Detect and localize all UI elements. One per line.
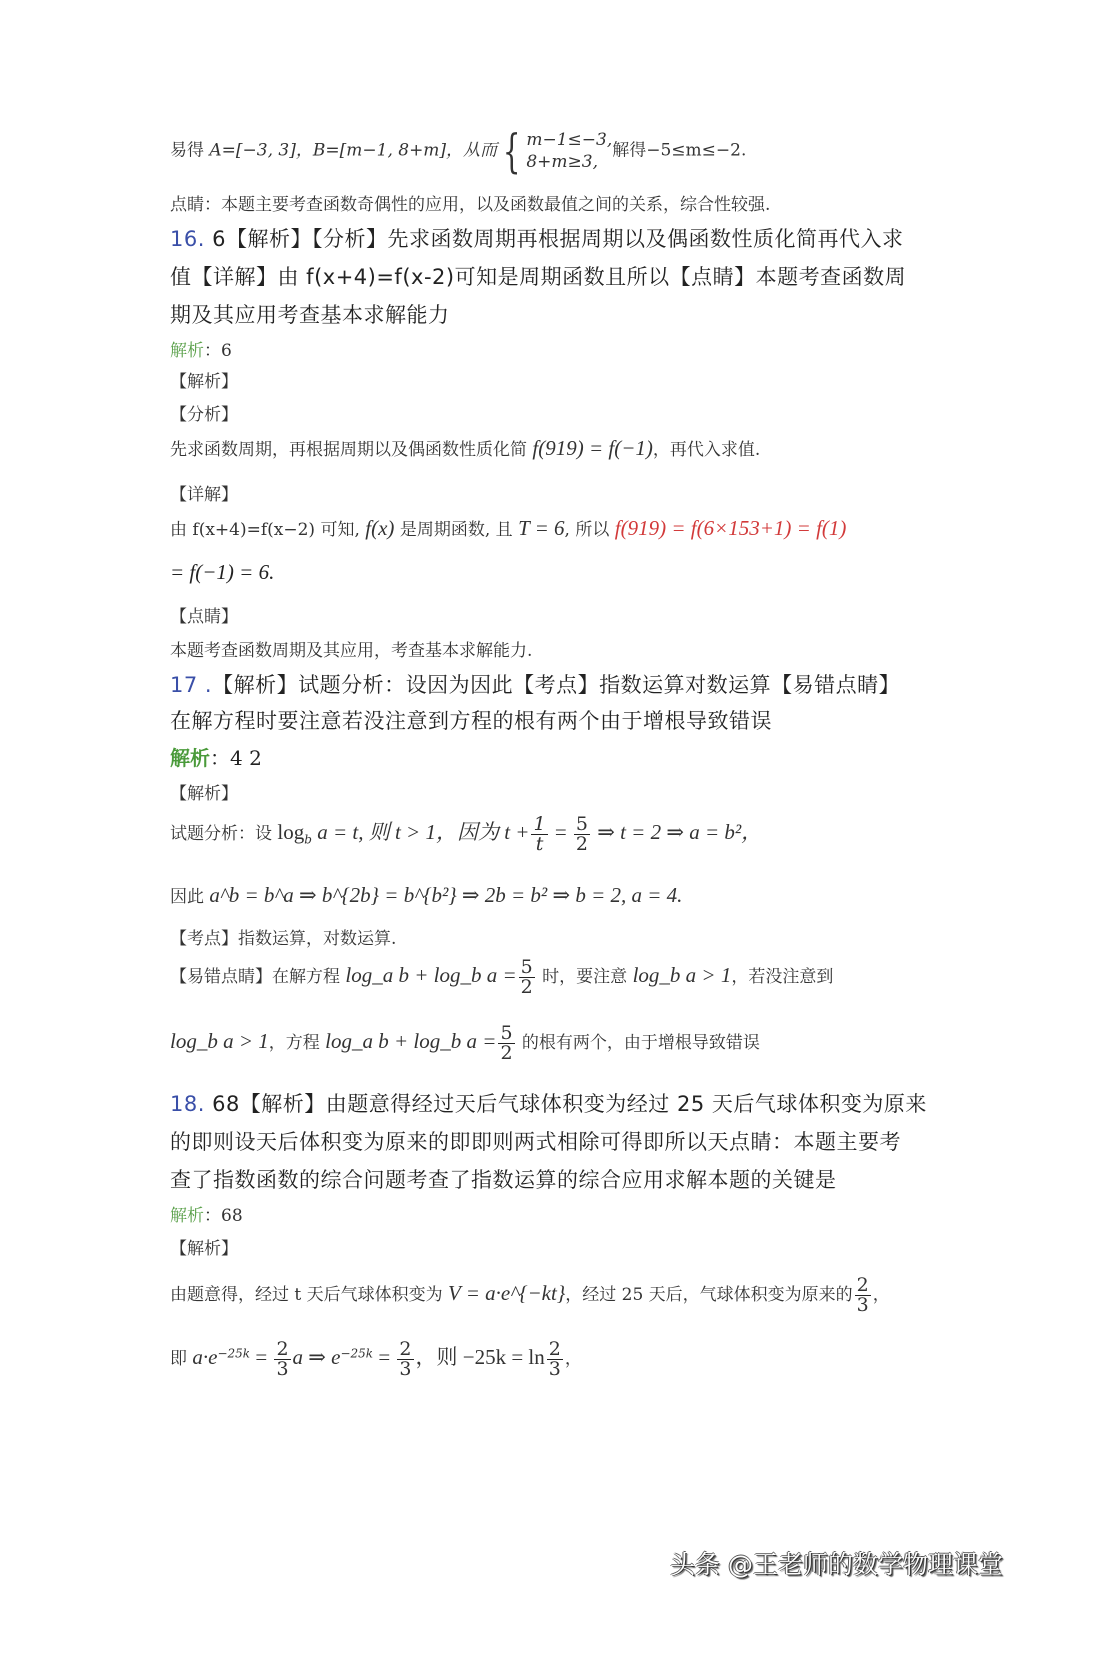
q17-line2-eq: log_a b + log_b a = bbox=[325, 1029, 497, 1053]
eq-sign: = bbox=[373, 1345, 396, 1369]
q15-system-row2: 8+m≥3, bbox=[526, 152, 598, 172]
frac-num: 1 bbox=[533, 813, 546, 835]
fraction bbox=[397, 1340, 413, 1379]
fraction bbox=[274, 1340, 290, 1379]
q18-number: 18. bbox=[170, 1092, 205, 1116]
q17-yicuo-line1 bbox=[170, 958, 833, 997]
q17-yicuo-cond: log_b a > 1 bbox=[632, 963, 732, 987]
q18-line2-prefix: 即 bbox=[170, 1349, 193, 1369]
frac-num: 2 bbox=[548, 1338, 561, 1360]
q16-summary-text1: 6【解析】【分析】先求函数周期再根据周期以及偶函数性质化简再代入求 bbox=[204, 227, 904, 251]
q18-summary-line3: 查了指数函数的综合问题考查了指数运算的综合应用求解本题的关键是 bbox=[170, 1168, 837, 1192]
q18-line2-a: a·e bbox=[192, 1345, 218, 1369]
q17-analysis-tail: ⇒ t = 2 ⇒ a = b²， bbox=[592, 820, 763, 844]
q17-number: 17 . bbox=[170, 673, 213, 697]
q16-detail-fx: f(x) bbox=[365, 516, 395, 540]
q16-detail-period: T = 6 bbox=[518, 516, 565, 540]
eq-sign: = bbox=[549, 820, 572, 844]
frac-den: t bbox=[535, 833, 544, 855]
q16-number: 16. bbox=[170, 227, 205, 251]
q17-summary-text1: 【解析】试题分析：设因为因此【考点】指数运算对数运算【易错点睛】 bbox=[212, 673, 901, 697]
frac-den: 2 bbox=[575, 833, 588, 855]
q18-detail-line2 bbox=[170, 1340, 582, 1379]
q18-summary-line1 bbox=[170, 1088, 927, 1118]
q17-summary-line2: 在解方程时要注意若没注意到方程的根有两个由于增根导致错误 bbox=[170, 709, 772, 733]
q17-kaodian: 【考点】指数运算，对数运算. bbox=[170, 929, 397, 949]
answer-value: ：4 2 bbox=[210, 746, 262, 770]
q18-detail-mid: ，经过 25 天后，气球体积变为原来的 bbox=[565, 1285, 853, 1305]
q16-summary-line3: 期及其应用考查基本求解能力 bbox=[170, 303, 450, 327]
frac-num: 2 bbox=[276, 1338, 289, 1360]
frac-num: 5 bbox=[520, 956, 533, 978]
frac-den: 2 bbox=[520, 976, 533, 998]
q16-analysis-formula: f(919) = f(−1) bbox=[532, 436, 653, 460]
q17-line2-cond: log_b a > 1 bbox=[170, 1029, 269, 1053]
q16-summary-line1 bbox=[170, 223, 903, 253]
q15-comment: 点睛：本题主要考查函数奇偶性的应用，以及函数最值之间的关系，综合性较强. bbox=[170, 195, 771, 215]
q18-detail-line1 bbox=[170, 1276, 890, 1315]
fraction bbox=[547, 1340, 563, 1379]
q16-detail-line2: = f(−1) = 6. bbox=[170, 560, 275, 584]
q17-therefore-prefix: 因此 bbox=[170, 887, 210, 907]
q17-summary-line1 bbox=[170, 669, 900, 699]
q16-detail-prefix: 由 f(x+4)=f(x−2) 可知, bbox=[170, 520, 366, 540]
q16-summary-line2: 值【详解】由 f(x+4)=f(x-2)可知是周期函数且所以【点睛】本题考查函数周 bbox=[170, 265, 907, 289]
q17-line2-mid: ，方程 bbox=[268, 1033, 326, 1053]
q17-answer bbox=[170, 742, 262, 771]
frac-den: 3 bbox=[399, 1358, 412, 1380]
answer-label: 解析 bbox=[170, 746, 210, 770]
q15-set-b: B=[m−1, 8+m]，从而 bbox=[312, 140, 498, 161]
q16-tag-dianjing: 【点睛】 bbox=[170, 607, 238, 627]
q18-summary-text1: 68【解析】由题意得经过天后气球体积变为经过 25 天后气球体积变为原来 bbox=[204, 1092, 927, 1116]
q15-system bbox=[497, 124, 613, 178]
eq-sign: = bbox=[250, 1345, 273, 1369]
frac-num: 2 bbox=[856, 1274, 869, 1296]
fraction bbox=[498, 1024, 514, 1063]
q16-answer bbox=[170, 336, 232, 361]
q15-result: 解得−5≤m≤−2. bbox=[612, 140, 747, 161]
q16-tag-fenxi: 【分析】 bbox=[170, 405, 238, 425]
q17-log-base: b bbox=[304, 832, 312, 847]
q18-line2-exp: −25k bbox=[217, 1346, 251, 1361]
q18-summary-line2: 的即则设天后体积变为原来的即即则两式相除可得即所以天点睛：本题主要考 bbox=[170, 1130, 901, 1154]
answer-label: 解析 bbox=[170, 341, 204, 361]
answer-value: ：6 bbox=[204, 341, 232, 361]
q15-system-row1: m−1≤−3, bbox=[526, 129, 613, 150]
q18-detail-formula: V = a·e^{−kt} bbox=[448, 1281, 566, 1305]
q17-therefore bbox=[170, 882, 682, 908]
q18-line2-tail: ， bbox=[564, 1349, 582, 1369]
q18-detail-tail: ， bbox=[872, 1285, 890, 1305]
watermark: 头条 @王老师的数学物理课堂 bbox=[670, 1550, 1003, 1579]
frac-den: 3 bbox=[856, 1294, 869, 1316]
q17-therefore-formula: a^b = b^a ⇒ b^{2b} = b^{b²} ⇒ 2b = b² ⇒ b = 2, a = 4. bbox=[209, 883, 683, 907]
q17-tag-jiexi: 【解析】 bbox=[170, 784, 238, 804]
q18-answer bbox=[170, 1201, 243, 1226]
left-brace-icon: { bbox=[502, 124, 521, 178]
q17-yicuo-tail: ，若没注意到 bbox=[731, 967, 834, 987]
fraction bbox=[855, 1276, 871, 1315]
answer-label: 解析 bbox=[170, 1206, 204, 1226]
frac-num: 5 bbox=[500, 1022, 513, 1044]
frac-den: 3 bbox=[548, 1358, 561, 1380]
q17-yicuo-eq: log_a b + log_b a = bbox=[345, 963, 517, 987]
q16-analysis bbox=[170, 435, 760, 461]
q16-tag-xiangjie: 【详解】 bbox=[170, 485, 238, 505]
q17-analysis bbox=[170, 815, 762, 854]
q17-yicuo-prefix: 【易错点睛】在解方程 bbox=[170, 967, 346, 987]
q15-solution-line bbox=[170, 124, 747, 178]
q15-prefix: 易得 bbox=[170, 140, 210, 161]
q16-detail-highlight-formula: f(919) = f(6×153+1) = f(1) bbox=[614, 516, 847, 540]
q16-detail-suoyi: , 所以 bbox=[564, 520, 615, 540]
q17-log: log bbox=[277, 820, 305, 844]
q16-analysis-text: 先求函数周期，再根据周期以及偶函数性质化简 bbox=[170, 440, 533, 460]
q16-detail bbox=[170, 515, 846, 541]
frac-den: 3 bbox=[276, 1358, 289, 1380]
q15-set-a: A=[−3, 3]， bbox=[209, 140, 313, 161]
frac-num: 2 bbox=[399, 1338, 412, 1360]
fraction bbox=[531, 815, 547, 854]
q16-tag-jiexi: 【解析】 bbox=[170, 372, 238, 392]
q18-tag-jiexi: 【解析】 bbox=[170, 1239, 238, 1259]
q16-detail-mid: 是周期函数, 且 bbox=[394, 520, 519, 540]
q18-line2-exp2: −25k bbox=[340, 1346, 374, 1361]
q17-line2-tail: 的根有两个，由于增根导致错误 bbox=[516, 1033, 760, 1053]
frac-num: 5 bbox=[575, 813, 588, 835]
q16-dianjing-text: 本题考查函数周期及其应用，考查基本求解能力. bbox=[170, 641, 533, 661]
q17-yicuo-mid: 时，要注意 bbox=[536, 967, 633, 987]
q17-yicuo-line2 bbox=[170, 1024, 760, 1063]
q17-analysis-eq: a = t, 则 t > 1，因为 t + bbox=[311, 820, 530, 844]
q18-line2-ze: ，则 −25k = ln bbox=[415, 1345, 545, 1369]
q16-analysis-tail: ，再代入求值. bbox=[652, 440, 761, 460]
fraction bbox=[574, 815, 590, 854]
q17-analysis-prefix: 试题分析：设 bbox=[170, 824, 278, 844]
q18-line2-mid: a ⇒ e bbox=[292, 1345, 341, 1369]
fraction bbox=[519, 958, 535, 997]
answer-value: ：68 bbox=[204, 1206, 243, 1226]
q18-detail-prefix: 由题意得，经过 t 天后气球体积变为 bbox=[170, 1285, 449, 1305]
frac-den: 2 bbox=[500, 1042, 513, 1064]
